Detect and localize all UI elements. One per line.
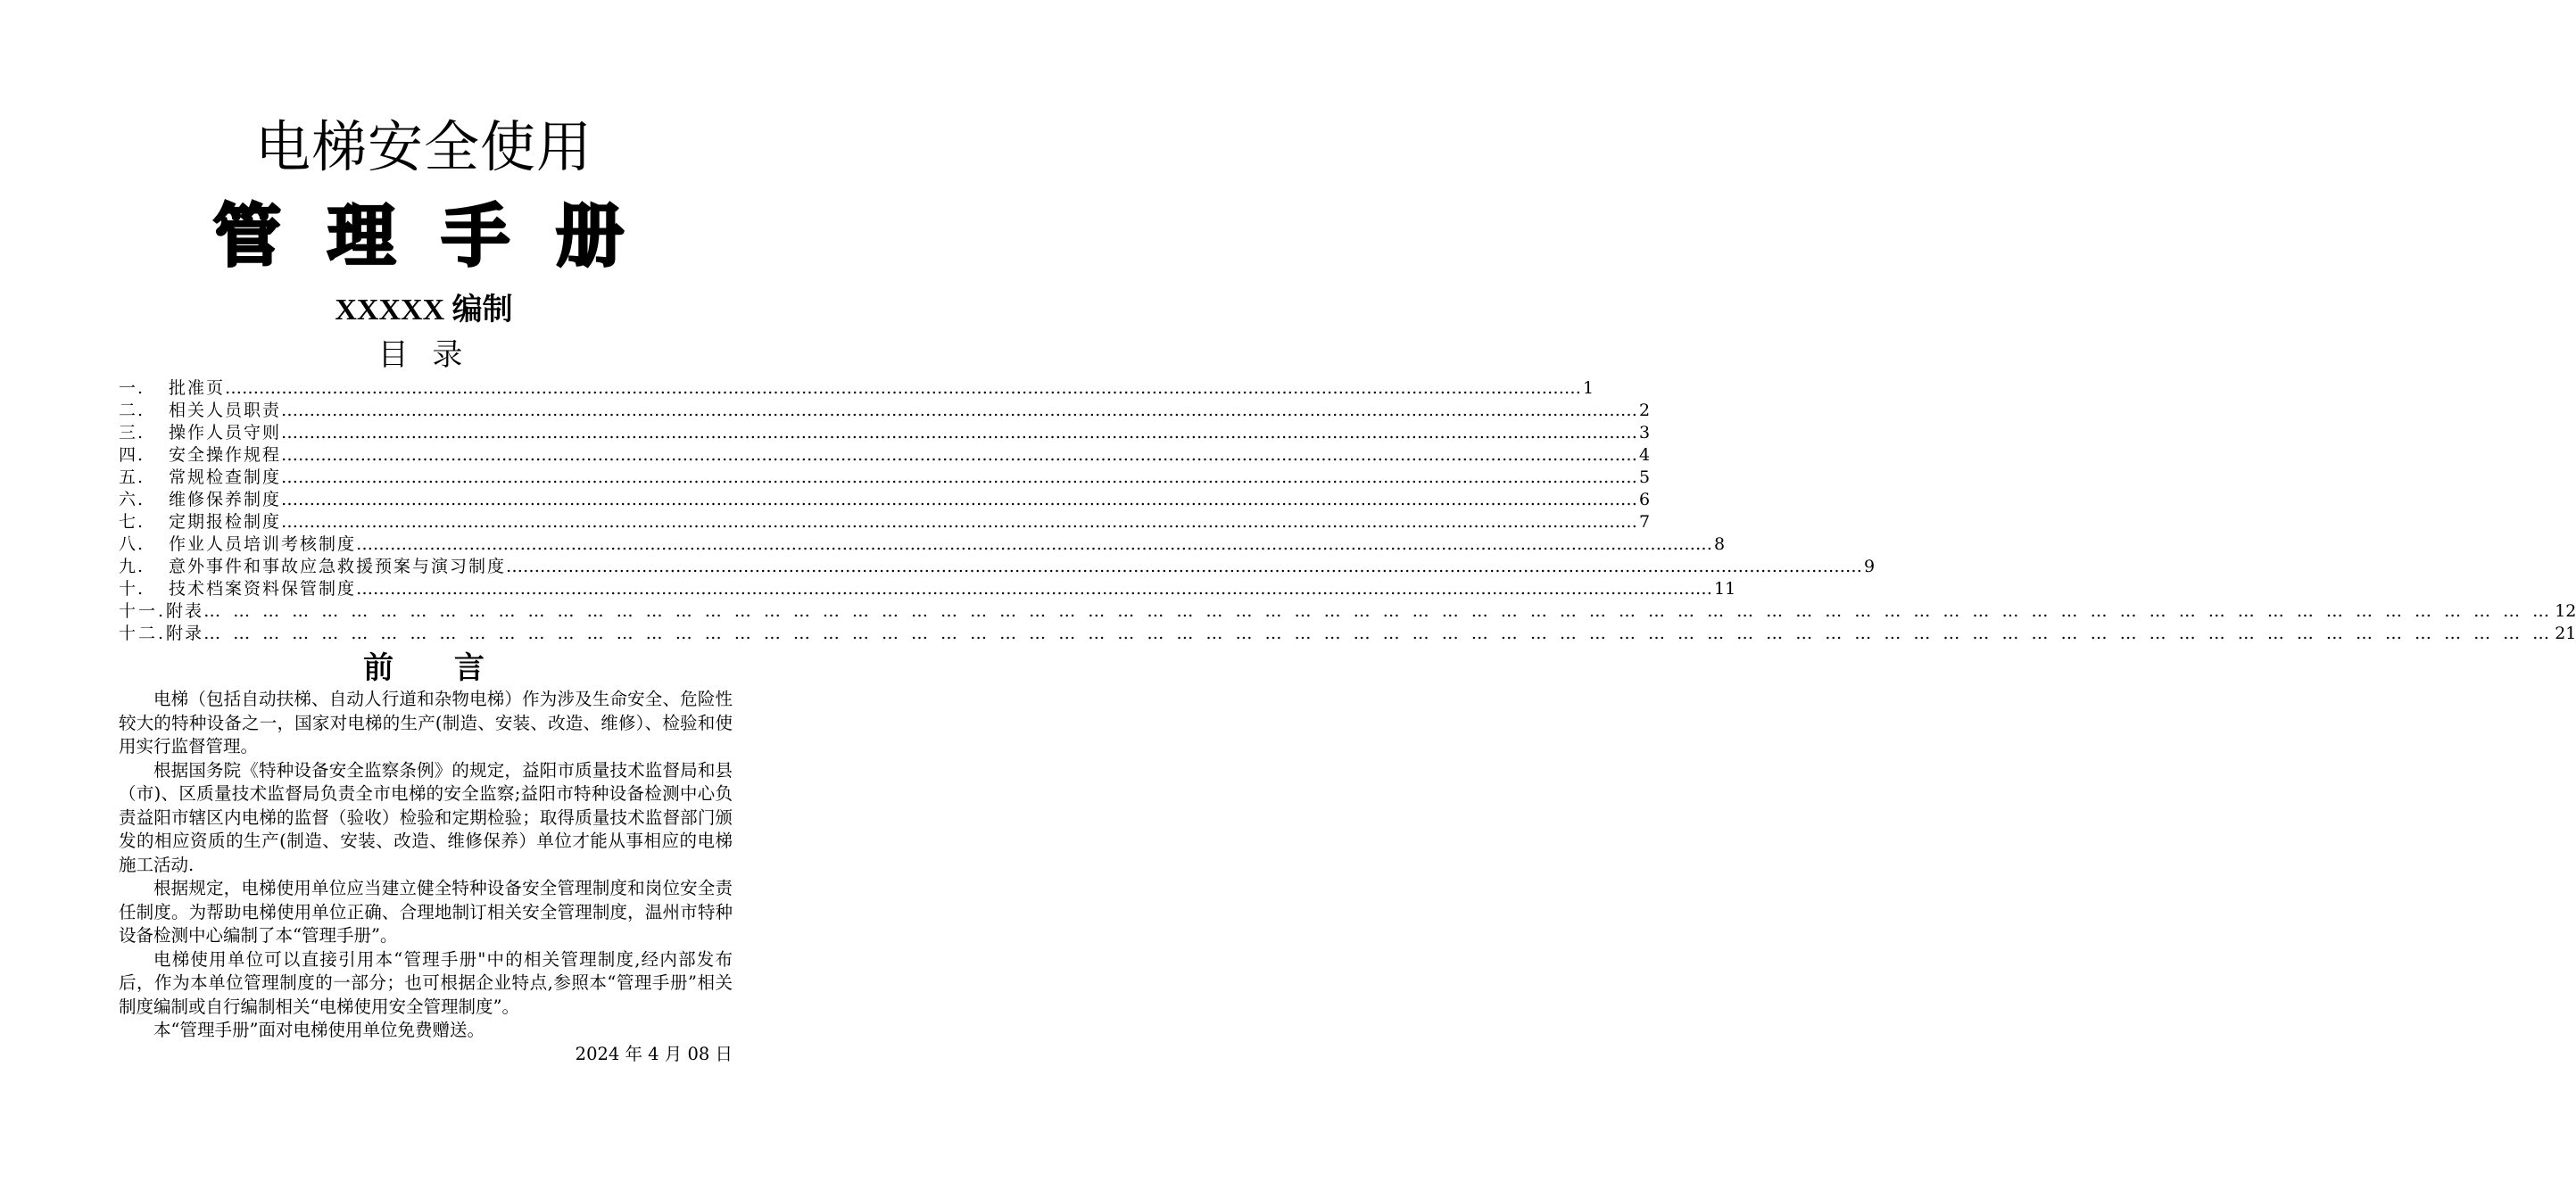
toc-item-number: 二.: [119, 401, 145, 420]
toc-item-page: 2: [1639, 401, 1651, 420]
toc-item-number: 十二.: [119, 624, 167, 643]
toc-item: [119, 556, 1876, 578]
toc-item: [119, 578, 1736, 600]
preface-paragraph: 根据规定，电梯使用单位应当建立健全特种设备安全管理制度和岗位安全责任制度。为帮助电梯使用单位正确、合理地制订相关安全管理制度，温州市特种设备检测中心编制了本“管理手册”。: [119, 878, 733, 946]
preface-paragraph: 根据国务院《特种设备安全监察条例》的规定，益阳市质量技术监督局和县（市)、区质量技术监督局负责全市电梯的安全监察;益阳市特种设备检测中心负责益阳市辖区内电梯的监督（验收）检验和定期检验；取得质量技术监督部门颁发的相应资质的生产(制造、安装、改造、维修保养）单位才能从事相应的电梯施工活动.: [119, 759, 733, 875]
toc-item: [119, 533, 1726, 556]
toc-item-page: 9: [1864, 557, 1876, 576]
toc-item-number: 三.: [119, 423, 145, 442]
toc-item: [119, 600, 2576, 623]
toc-item: [119, 444, 1651, 467]
toc-item-page: 7: [1639, 512, 1651, 532]
toc-item-label: 操作人员守则: [169, 423, 282, 442]
toc-item-page: 21: [2555, 624, 2576, 643]
toc-leader-dots: ……………………………………………………………………………………………………………………………………………………………………………………………………………………: [281, 467, 1638, 487]
toc-item-number: 十.: [119, 579, 145, 599]
toc-item-number: 七.: [119, 512, 145, 532]
preface-title: 前 言: [363, 650, 509, 686]
toc-leader-dots: ……………………………………………………………………………………………………………………………………………………………………………………………………………………: [281, 445, 1638, 465]
toc-item-page: 4: [1639, 445, 1651, 465]
toc-item-page: 1: [1583, 378, 1594, 398]
toc-item-page: 5: [1639, 467, 1651, 487]
toc-item: [119, 623, 2576, 645]
toc-item: [119, 400, 1651, 422]
toc-item-number: 四.: [119, 445, 145, 465]
toc-item-number: 十一.: [119, 601, 167, 621]
toc-item: [119, 511, 1651, 533]
toc-item-label: 相关人员职责: [169, 401, 282, 420]
toc-leader-dots: ……………………………………………………………………………………………………………………………………………………………………………………………………………………: [281, 423, 1638, 442]
toc-leader-dots: ……………………………………………………………………………………………………………………………………………………………………………………………………………………: [506, 557, 1863, 576]
table-of-contents: [119, 377, 2576, 645]
preface-body: [119, 688, 733, 1066]
toc-item-page: 12: [2555, 601, 2576, 621]
toc-item-label: 定期报检制度: [169, 512, 282, 532]
toc-item-label: 批准页: [169, 378, 226, 398]
toc-item-page: 6: [1639, 490, 1651, 509]
toc-leader-dots: ……………………………………………………………………………………………………………………………………………………………………………………………………………………: [281, 490, 1638, 509]
document-title-line1: 电梯安全使用: [254, 114, 592, 179]
document-date: 2024 年 4 月 08 日: [575, 1043, 733, 1064]
document-author: XXXXX 编制: [335, 294, 513, 327]
toc-item-number: 一.: [119, 378, 145, 398]
toc-item-page: 8: [1714, 534, 1726, 554]
toc-item: [119, 489, 1651, 511]
toc-item-label: 意外事件和事故应急救援预案与演习制度: [169, 557, 507, 576]
toc-item-number: 八.: [119, 534, 145, 554]
toc-item-number: 九.: [119, 557, 145, 576]
toc-item-label: 附录: [166, 624, 204, 643]
toc-leader-dots: ……………………………………………………………………………………………………………………………………………………………………………………………………………………: [281, 401, 1638, 420]
toc-item: [119, 377, 1594, 400]
preface-paragraph: 本“管理手册”面对电梯使用单位免费赠送。: [153, 1020, 485, 1040]
toc-item: [119, 467, 1651, 489]
toc-leader-dots: ……………………………………………………………………………………………………………………………………………………………………………………………………………………: [356, 579, 1713, 599]
toc-leader-dots: … … … … … … … … … … … … … … … … … … … … … … … … … … … … … … … … … … … … … … … … … … … … … … … … … … … … … … … … … … … … … … … … … … … … … … … … … … … … … … … …: [203, 601, 2554, 621]
preface-paragraph: 电梯（包括自动扶梯、自动人行道和杂物电梯）作为涉及生命安全、危险性较大的特种设备之一，国家对电梯的生产(制造、安装、改造、维修）、检验和使用实行监督管理。: [119, 689, 733, 757]
document-title-line2: 管理手册: [213, 196, 670, 276]
toc-item-label: 安全操作规程: [169, 445, 282, 465]
toc-item: [119, 422, 1651, 444]
toc-item-number: 五.: [119, 467, 145, 487]
toc-leader-dots: … … … … … … … … … … … … … … … … … … … … … … … … … … … … … … … … … … … … … … … … … … … … … … … … … … … … … … … … … … … … … … … … … … … … … … … … … … … … … … … …: [203, 624, 2554, 643]
toc-leader-dots: ……………………………………………………………………………………………………………………………………………………………………………………………………………………: [356, 534, 1713, 554]
toc-item-label: 作业人员培训考核制度: [169, 534, 357, 554]
toc-title: 目 录: [377, 337, 470, 373]
toc-item-number: 六.: [119, 490, 145, 509]
toc-item-page: 11: [1714, 579, 1736, 599]
toc-item-label: 技术档案资料保管制度: [169, 579, 357, 599]
toc-item-label: 维修保养制度: [169, 490, 282, 509]
toc-leader-dots: ……………………………………………………………………………………………………………………………………………………………………………………………………………………: [225, 378, 1582, 398]
toc-leader-dots: ……………………………………………………………………………………………………………………………………………………………………………………………………………………: [281, 512, 1638, 532]
toc-item-label: 常规检查制度: [169, 467, 282, 487]
preface-paragraph: 电梯使用单位可以直接引用本“管理手册"中的相关管理制度,经内部发布后，作为本单位管理制度的一部分；也可根据企业特点,参照本“管理手册”相关制度编制或自行编制相关“电梯使用安全管理制度”。: [119, 948, 733, 1017]
toc-item-page: 3: [1639, 423, 1651, 442]
toc-item-label: 附表: [166, 601, 204, 621]
